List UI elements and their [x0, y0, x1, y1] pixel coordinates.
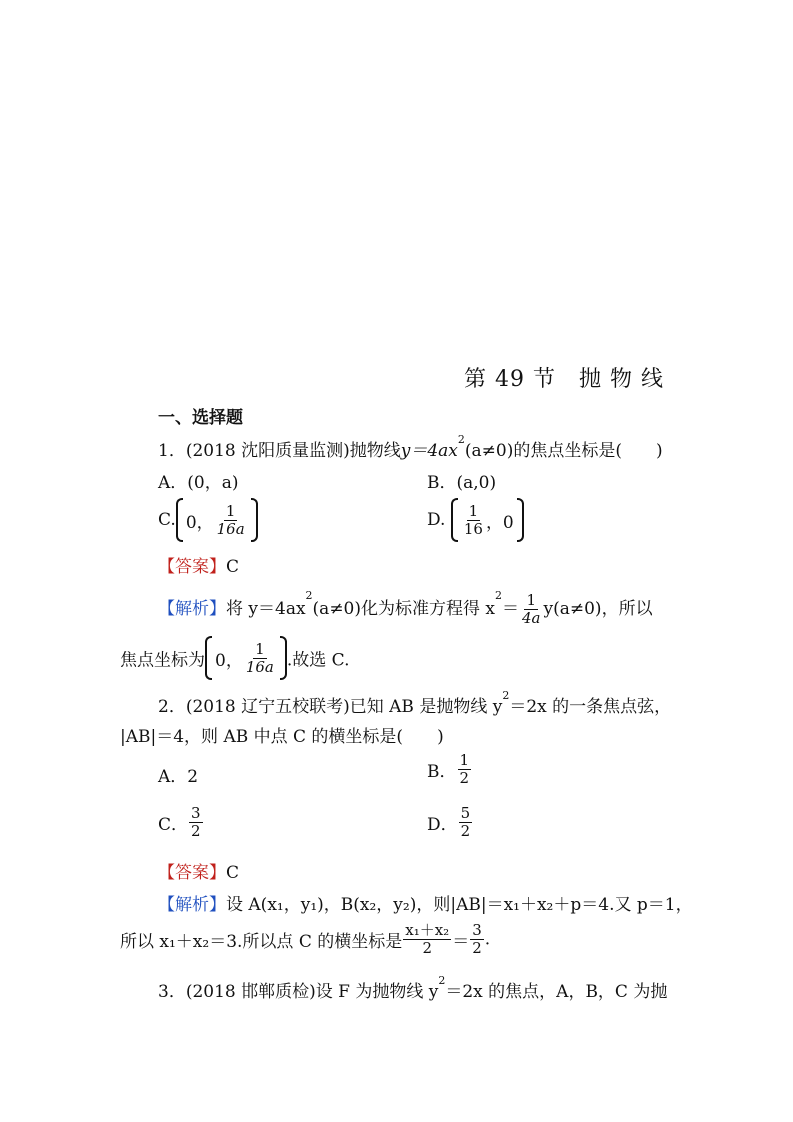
q1-solution-line2: 焦点坐标为 0， $\frac{1}{16a}$ .故选 C.	[120, 636, 349, 680]
q1-option-c: C. 0， $\frac{1}{16a}$	[158, 498, 258, 542]
q2-option-b: B． $\frac{1}{2}$	[427, 751, 470, 787]
page-title: 第 49 节 抛 物 线	[464, 367, 664, 392]
q1-option-a: A．(0，a)	[158, 473, 239, 493]
q2-solution-line1: 【解析】设 A(x₁，y₁)，B(x₂，y₂)，则|AB|＝x₁＋x₂＋p＝4.又 p＝1，	[158, 895, 693, 915]
q2-option-a: A．2	[158, 767, 199, 787]
q2-answer: 【答案】C	[158, 863, 240, 883]
q2-option-d: D． $\frac{5}{2}$	[427, 804, 471, 840]
question-1-stem: 1．(2018 沈阳质量监测)抛物线$y=4ax^2(a\ne 0)$的焦点坐标是( )	[158, 433, 663, 461]
question-2-stem-line2: |AB|＝4，则 AB 中点 C 的横坐标是( )	[120, 727, 444, 747]
q1-answer: 【答案】C	[158, 557, 240, 577]
q2-option-c: C． $\frac{3}{2}$	[158, 804, 201, 840]
q2-solution-line2: 所以 x₁＋x₂＝3.所以点 C 的横坐标是 $\frac{\text{x₁＋x₂}}{2}$ ＝ $\frac{3}{2}$ .	[120, 921, 491, 957]
q1-solution-line1: 【解析】将 $y=4ax^2(a\ne 0)$化为标准方程得 $x^2=$ $\frac{1}{4a}$ y(a≠0)，所以	[158, 589, 653, 627]
q1-option-b: B．(a,0)	[427, 473, 497, 493]
q1-option-d: D. $\frac{1}{16}$ ，0	[427, 498, 524, 542]
question-3-stem: 3．(2018 邯郸质检)设 F 为抛物线 $y^2=2x$ 的焦点，A，B，C 为抛	[158, 974, 668, 1002]
question-2-stem: 2．(2018 辽宁五校联考)已知 AB 是抛物线 $y^2=2x$ 的一条焦点弦，	[158, 689, 672, 717]
section-heading: 一、选择题	[158, 408, 243, 428]
